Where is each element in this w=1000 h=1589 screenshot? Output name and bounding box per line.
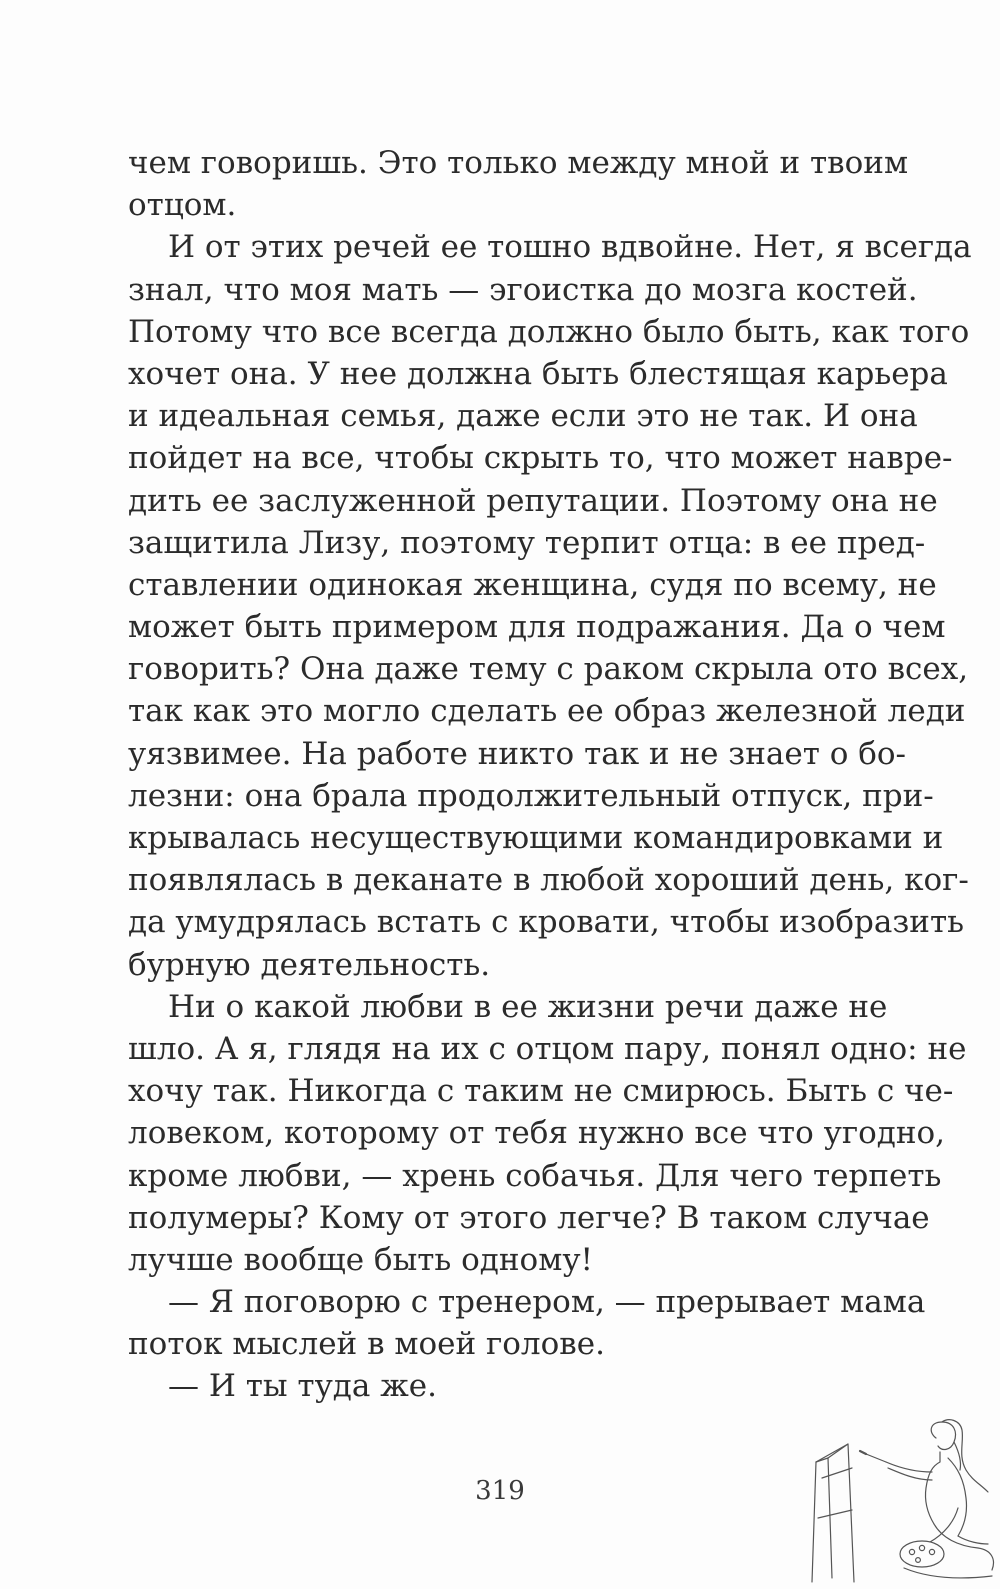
text-line: так как это могло сделать ее образ железной леди: [128, 693, 966, 730]
woman-painting-at-easel-icon: [808, 1418, 998, 1583]
body-text: [128, 142, 972, 1408]
text-line: бурную деятельность.: [128, 946, 491, 983]
text-line: шло. А я, глядя на их с отцом пару, понял одно: не: [128, 1030, 967, 1067]
text-line: уязвимее. На работе никто так и не знает о бо-: [128, 735, 907, 772]
text-line: да умудрялась встать с кровати, чтобы изобразить: [128, 904, 964, 941]
text-line: защитила Лизу, поэтому терпит отца: в ее пред-: [128, 524, 926, 561]
text-line: хочет она. У нее должна быть блестящая карьера: [128, 355, 948, 392]
text-line: лезни: она брала продолжительный отпуск, при-: [128, 777, 934, 814]
text-line: кроме любви, — хрень собачья. Для чего терпеть: [128, 1157, 942, 1194]
text-line: дить ее заслуженной репутации. Поэтому она не: [128, 482, 938, 519]
text-line: отцом.: [128, 187, 237, 224]
text-line: И от этих речей ее тошно вдвойне. Нет, я всегда: [168, 229, 972, 266]
text-line: хочу так. Никогда с таким не смирюсь. Быть с че-: [128, 1073, 954, 1110]
text-line: знал, что моя мать — эгоистка до мозга костей.: [128, 271, 918, 308]
text-line: крывалась несуществующими командировками и: [128, 820, 944, 856]
text-line: появлялась в деканате в любой хороший день, ког-: [128, 862, 969, 899]
text-line: говорить? Она даже тему с раком скрыла ото всех,: [128, 651, 969, 688]
text-line: полумеры? Кому от этого легче? В таком случае: [128, 1199, 930, 1236]
text-line: поток мыслей в моей голове.: [128, 1326, 605, 1363]
text-line: может быть примером для подражания. Да о чем: [128, 609, 946, 646]
text-line: и идеальная семья, даже если это не так. И она: [128, 398, 918, 435]
text-line: Потому что все всегда должно было быть, как того: [128, 313, 970, 350]
text-line: ставлении одинокая женщина, судя по всему, не: [128, 566, 937, 603]
text-line: — И ты туда же.: [168, 1368, 437, 1405]
text-line: ловеком, которому от тебя нужно все что угодно,: [128, 1115, 946, 1152]
text-line: чем говоришь. Это только между мной и твоим: [128, 145, 909, 181]
text-line: пойдет на все, чтобы скрыть то, что может навре-: [128, 440, 953, 477]
page-number: 319: [475, 1476, 525, 1506]
text-line: — Я поговорю с тренером, — прерывает мама: [168, 1284, 926, 1321]
text-line: лучше вообще быть одному!: [128, 1241, 594, 1278]
text-line: Ни о какой любви в ее жизни речи даже не: [168, 988, 888, 1025]
